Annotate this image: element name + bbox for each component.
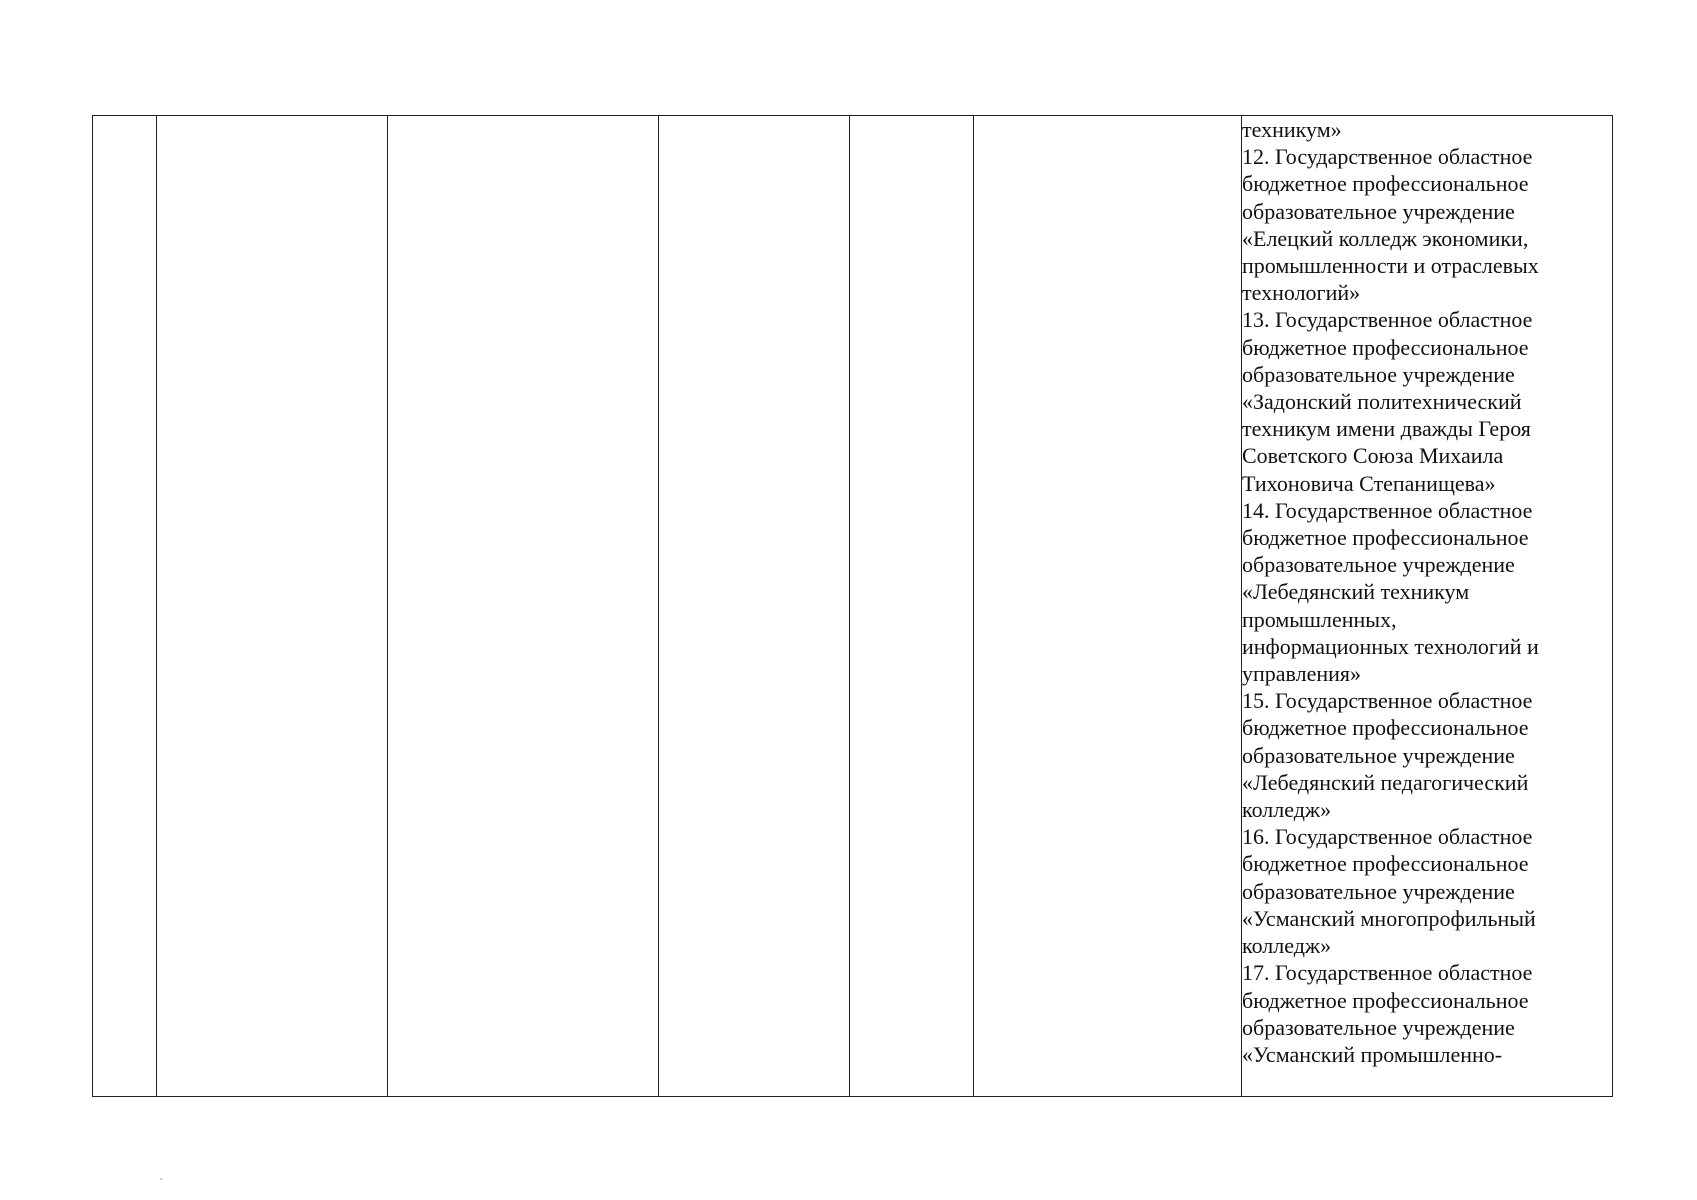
document-table: [92, 115, 1613, 1097]
table-cell-col-3: [388, 116, 659, 1097]
table-cell-institutions: [1242, 116, 1613, 1097]
table-cell-col-2: [157, 116, 388, 1097]
scan-artifact: [160, 1178, 162, 1180]
institution-entry-12: 12. Государственное областное бюджетное профессиональное образовательное учреждение «Елецкий колледж экономики, промышленности и отраслевых технологий»: [1242, 144, 1539, 306]
institution-entry-16: 16. Государственное областное бюджетное профессиональное образовательное учреждение «Усманский многопрофильный колледж»: [1242, 824, 1536, 959]
table-row: [93, 116, 1613, 1097]
institution-entry-15: 15. Государственное областное бюджетное профессиональное образовательное учреждение «Лебедянский педагогический колледж»: [1242, 688, 1533, 823]
table-cell-col-6: [974, 116, 1242, 1097]
institution-entry-continued: техникум»: [1242, 117, 1342, 142]
institution-entry-13: 13. Государственное областное бюджетное профессиональное образовательное учреждение «Задонский политехнический техникум имени дважды Героя Советского Союза Михаила Тихоновича Степанищева»: [1242, 307, 1533, 496]
table-cell-col-1: [93, 116, 157, 1097]
institution-entry-14: 14. Государственное областное бюджетное профессиональное образовательное учреждение «Лебедянский техникум промышленных, информационных технологий и управления»: [1242, 497, 1539, 687]
table-cell-col-4: [659, 116, 850, 1097]
table-cell-col-5: [850, 116, 974, 1097]
institution-entry-17: 17. Государственное областное бюджетное профессиональное образовательное учреждение «Усманский промышленно-: [1242, 960, 1533, 1067]
